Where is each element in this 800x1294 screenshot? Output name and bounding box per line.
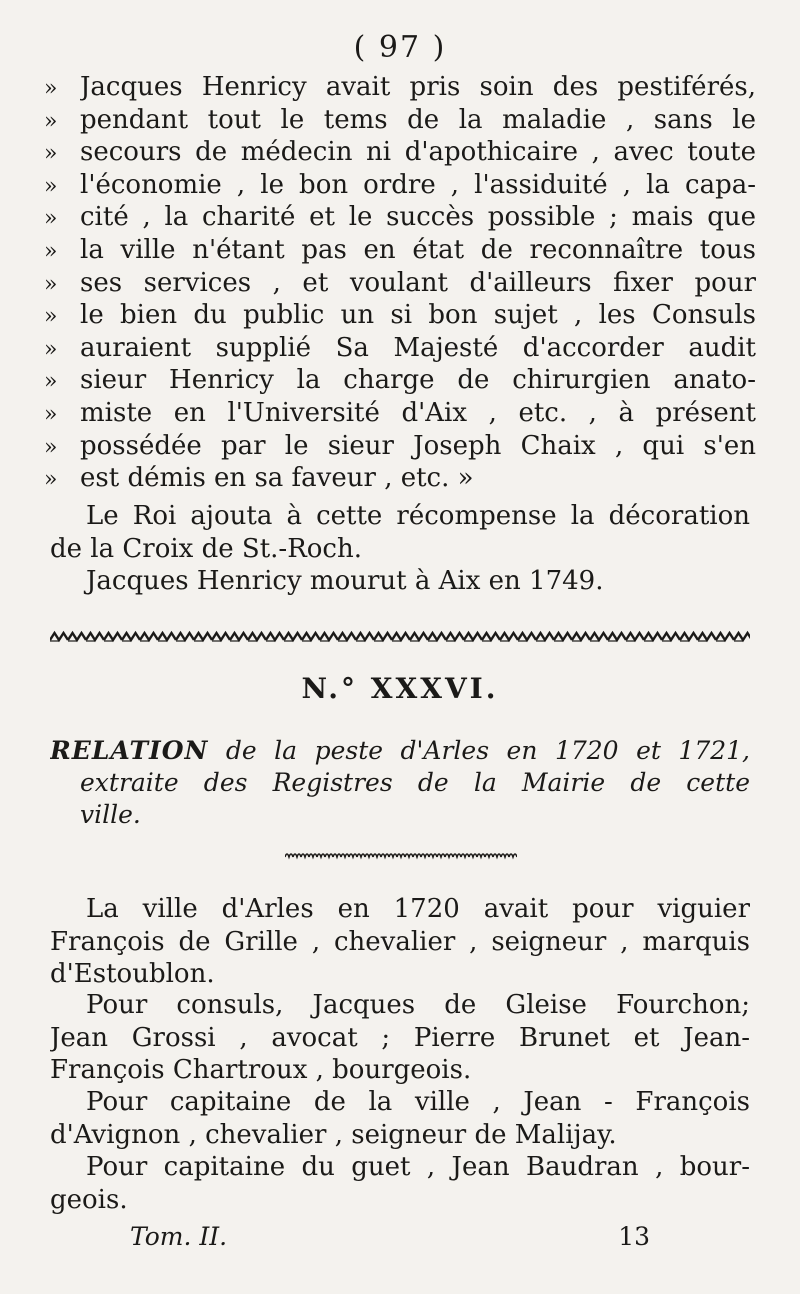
quote-line	[44, 202, 756, 235]
text-line: Jacques Henricy mourut à Aix en 1749.	[86, 566, 604, 596]
quote-line	[44, 365, 756, 398]
quote-line	[44, 137, 756, 170]
quote-line-text: le bien du public un si bon sujet , les Consuls	[80, 300, 756, 331]
quote-line-text: est démis en sa faveur , etc. »	[80, 463, 474, 494]
quote-line-text: pendant tout le tems de la maladie , sans le	[80, 104, 756, 135]
quote-line-text: Jacques Henricy avait pris soin des pestiférés,	[80, 72, 756, 102]
paragraph-reward	[50, 500, 750, 565]
quote-mark: »	[44, 238, 58, 264]
page-footer	[130, 1222, 650, 1251]
quote-line	[44, 333, 756, 366]
text-line: Pour capitaine de la ville , Jean - François	[86, 1087, 750, 1117]
paragraph-consuls	[50, 989, 750, 1087]
gathering-number: 13	[618, 1222, 650, 1251]
quote-mark: »	[44, 467, 58, 493]
paragraph-viguier	[50, 893, 750, 991]
text-line: de la Croix de St.-Roch.	[50, 533, 362, 564]
quote-line	[44, 105, 756, 138]
title-line	[50, 735, 750, 767]
paragraph-capitaine-guet	[50, 1151, 750, 1216]
text-line: d'Estoublon.	[50, 959, 215, 990]
quote-mark: »	[44, 141, 58, 167]
section-number: N.° XXXVI.	[301, 672, 499, 705]
section-title	[50, 735, 750, 831]
text-line: Le Roi ajouta à cette récompense la décoration	[86, 501, 750, 531]
quote-line	[44, 72, 756, 105]
volume-signature: Tom. II.	[130, 1222, 228, 1251]
text-line: François Chartroux , bourgeois.	[50, 1055, 472, 1086]
text-line: Jean Grossi , avocat ; Pierre Brunet et Jean-	[50, 1022, 750, 1053]
quote-mark: »	[44, 434, 58, 460]
quote-line-text: l'économie , le bon ordre , l'assiduité , la capa-	[80, 169, 756, 200]
quote-line	[44, 268, 756, 301]
quote-mark: »	[44, 369, 58, 395]
page-number: ( 97 )	[353, 30, 447, 65]
quote-mark: »	[44, 76, 58, 101]
quote-line-text: cité , la charité et le succès possible ; mais que	[80, 202, 756, 233]
quote-line	[44, 431, 756, 464]
text-line: d'Avignon , chevalier , seigneur de Malijay.	[50, 1119, 617, 1150]
quote-line-text: possédée par le sieur Joseph Chaix , qui s'en	[80, 430, 756, 461]
title-lead: RELATION	[50, 736, 209, 765]
quote-mark: »	[44, 304, 58, 330]
quote-mark: »	[44, 206, 58, 232]
ornamental-rule	[50, 630, 750, 644]
text-line: Pour capitaine du guet , Jean Baudran , bour-	[86, 1152, 750, 1182]
title-line: extraite des Registres de la Mairie de cette	[80, 768, 750, 797]
text-line: Pour consuls, Jacques de Gleise Fourchon;	[86, 990, 750, 1020]
quote-line	[44, 463, 756, 496]
text-line: geois.	[50, 1184, 128, 1215]
title-line: ville.	[80, 800, 141, 829]
paragraph-capitaine-ville	[50, 1086, 750, 1151]
quote-line-text: auraient supplié Sa Majesté d'accorder audit	[80, 332, 756, 363]
quote-line-text: la ville n'étant pas en état de reconnaître tous	[80, 234, 756, 265]
quote-line	[44, 170, 756, 203]
quote-mark: »	[44, 173, 58, 199]
quote-line	[44, 398, 756, 431]
quote-line	[44, 300, 756, 333]
quote-mark: »	[44, 108, 58, 134]
quote-line-text: sieur Henricy la charge de chirurgien anato-	[80, 365, 756, 396]
text-line: La ville d'Arles en 1720 avait pour viguier	[86, 894, 750, 924]
quote-mark: »	[44, 336, 58, 362]
quote-line	[44, 235, 756, 268]
quote-line-text: secours de médecin ni d'apothicaire , avec toute	[80, 137, 756, 168]
quote-mark: »	[44, 401, 58, 427]
quote-line-text: miste en l'Université d'Aix , etc. , à présent	[80, 397, 756, 428]
small-ornamental-rule	[285, 850, 517, 860]
text-line: François de Grille , chevalier , seigneur , marquis	[50, 926, 750, 957]
quoted-decree	[44, 72, 756, 496]
paragraph-death	[50, 565, 750, 598]
quote-mark: »	[44, 271, 58, 297]
quote-line-text: ses services , et voulant d'ailleurs fixer pour	[80, 267, 756, 298]
title-line-rest: de la peste d'Arles en 1720 et 1721,	[208, 736, 750, 765]
